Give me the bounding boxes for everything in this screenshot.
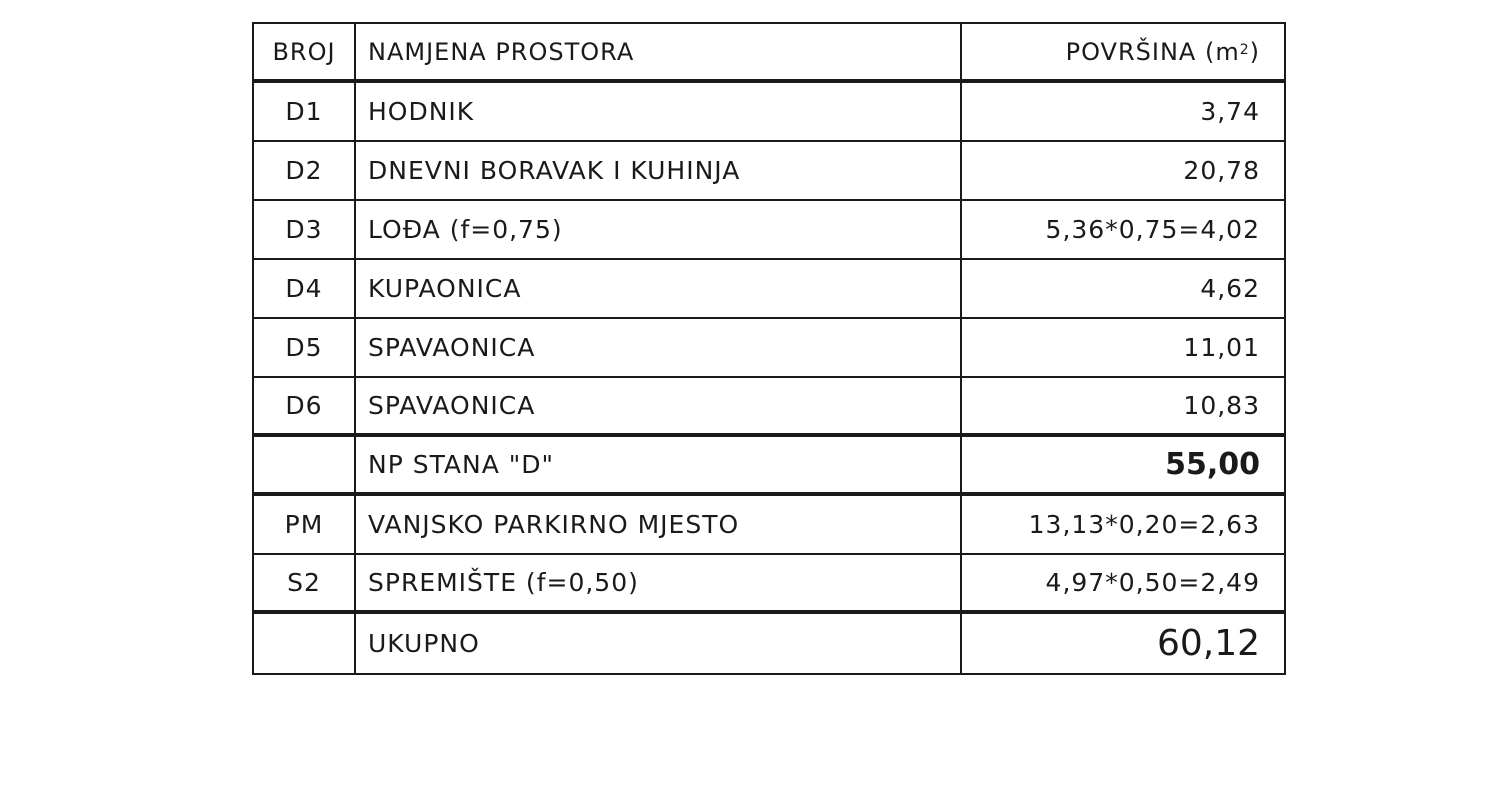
table-row-s2	[254, 555, 1284, 614]
subtotal-row	[254, 437, 1284, 496]
room-number: D6	[254, 378, 356, 433]
table-row-d6	[254, 378, 1284, 437]
room-area: 13,13*0,20=2,63	[1028, 510, 1260, 539]
subtotal-number	[254, 437, 356, 492]
room-area: 3,74	[1200, 97, 1260, 126]
subtotal-area: 55,00	[1165, 447, 1260, 482]
header-area	[962, 24, 1284, 79]
room-number: D3	[254, 201, 356, 258]
room-area: 4,62	[1200, 274, 1260, 303]
header-area-unit-exponent: 2	[1239, 41, 1250, 58]
header-purpose: NAMJENA PROSTORA	[356, 24, 962, 79]
total-label: UKUPNO	[356, 614, 962, 673]
table-row-d4	[254, 260, 1284, 319]
area-table	[252, 22, 1286, 675]
room-number: D1	[254, 83, 356, 140]
room-number: D5	[254, 319, 356, 376]
room-name: HODNIK	[356, 83, 962, 140]
room-number: S2	[254, 555, 356, 610]
header-area-label: POVRŠINA (m	[1065, 37, 1240, 66]
room-area: 4,97*0,50=2,49	[1045, 568, 1260, 597]
room-area: 20,78	[1183, 156, 1260, 185]
total-area: 60,12	[1156, 623, 1260, 664]
room-name: SPAVAONICA	[356, 319, 962, 376]
room-area: 5,36*0,75=4,02	[1045, 215, 1260, 244]
room-name: VANJSKO PARKIRNO MJESTO	[356, 496, 962, 553]
room-area: 10,83	[1183, 391, 1260, 420]
room-name: LOĐA (f=0,75)	[356, 201, 962, 258]
total-row	[254, 614, 1284, 673]
room-area: 11,01	[1183, 333, 1260, 362]
room-name: SPREMIŠTE (f=0,50)	[356, 555, 962, 610]
room-name: DNEVNI BORAVAK I KUHINJA	[356, 142, 962, 199]
room-name: KUPAONICA	[356, 260, 962, 317]
table-row-d3	[254, 201, 1284, 260]
header-area-close: )	[1249, 37, 1260, 66]
header-number: BROJ	[254, 24, 356, 79]
room-name: SPAVAONICA	[356, 378, 962, 433]
subtotal-label: NP STANA "D"	[356, 437, 962, 492]
table-row-d1	[254, 83, 1284, 142]
table-header-row	[254, 24, 1284, 83]
room-number: D4	[254, 260, 356, 317]
room-number: D2	[254, 142, 356, 199]
total-number	[254, 614, 356, 673]
table-row-pm	[254, 496, 1284, 555]
table-row-d5	[254, 319, 1284, 378]
table-row-d2	[254, 142, 1284, 201]
room-number: PM	[254, 496, 356, 553]
